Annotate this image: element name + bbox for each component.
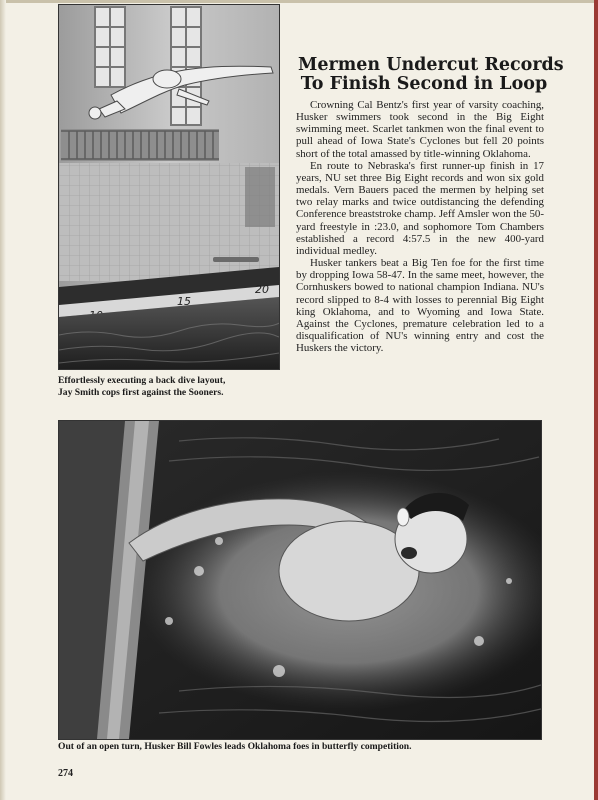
window-left [95, 7, 125, 87]
diver-caption-line-1: Effortlessly executing a back dive layout, [58, 375, 226, 386]
diver-photo [58, 4, 280, 370]
article-paragraph-3: Husker tankers beat a Big Ten foe for the first time by dropping Iowa 58-47. In the same meet, however, the Cornhuskers bowed to national champion Indiana. NU's record slipped to 8-4 with losses to perennial Big Eight king Oklahoma, and to Wyoming and Iowa State. Against the Cyclones, premature celebration led to a disqualification of NU's winning entry and cost the Huskers the victory. [296, 257, 544, 355]
article-paragraph-2: En route to Nebraska's first runner-up finish in 17 years, NU set three Big Eight records and won six gold medals. Vern Bauers paced the mermen by helping set two relay marks and twice outdistancing the defending Conference breaststroke champ. Jeff Amsler won the 50-yard freestyle in :23.0, and sophomore Tom Chambers established a record 4:57.5 in the new 400-yard individual medley. [296, 159, 544, 257]
article-headline [298, 55, 564, 94]
swimmer-photo [58, 420, 542, 740]
article-paragraph-1: Crowning Cal Bentz's first year of varsity coaching, Husker swimmers took second in the Big Eight swimming meet. Scarlet tankmen won the final event to pull ahead of Iowa State's Cyclones but fell 20 points short of the total amassed by title-winning Oklahoma. [296, 99, 544, 160]
page-top-edge [0, 0, 598, 3]
lane-number-15: 15 [177, 295, 191, 308]
lane-number-20: 20 [255, 283, 269, 296]
headline-line-1: Mermen Undercut Records [298, 55, 564, 75]
swimmer-photo-caption: Out of an open turn, Husker Bill Fowles leads Oklahoma foes in butterfly competition. [58, 741, 412, 752]
window-right [171, 7, 201, 125]
diver-caption-line-2: Jay Smith cops first against the Sooners. [58, 386, 224, 398]
page-binding-shadow [0, 0, 6, 800]
headline-line-2: To Finish Second in Loop [300, 74, 548, 94]
diver-photo-illustration [59, 5, 279, 369]
page-right-edge [594, 0, 598, 800]
article-body [296, 99, 544, 354]
swimmer-photo-illustration [59, 421, 541, 739]
diver-photo-caption [58, 375, 283, 398]
page-number: 274 [58, 768, 73, 779]
